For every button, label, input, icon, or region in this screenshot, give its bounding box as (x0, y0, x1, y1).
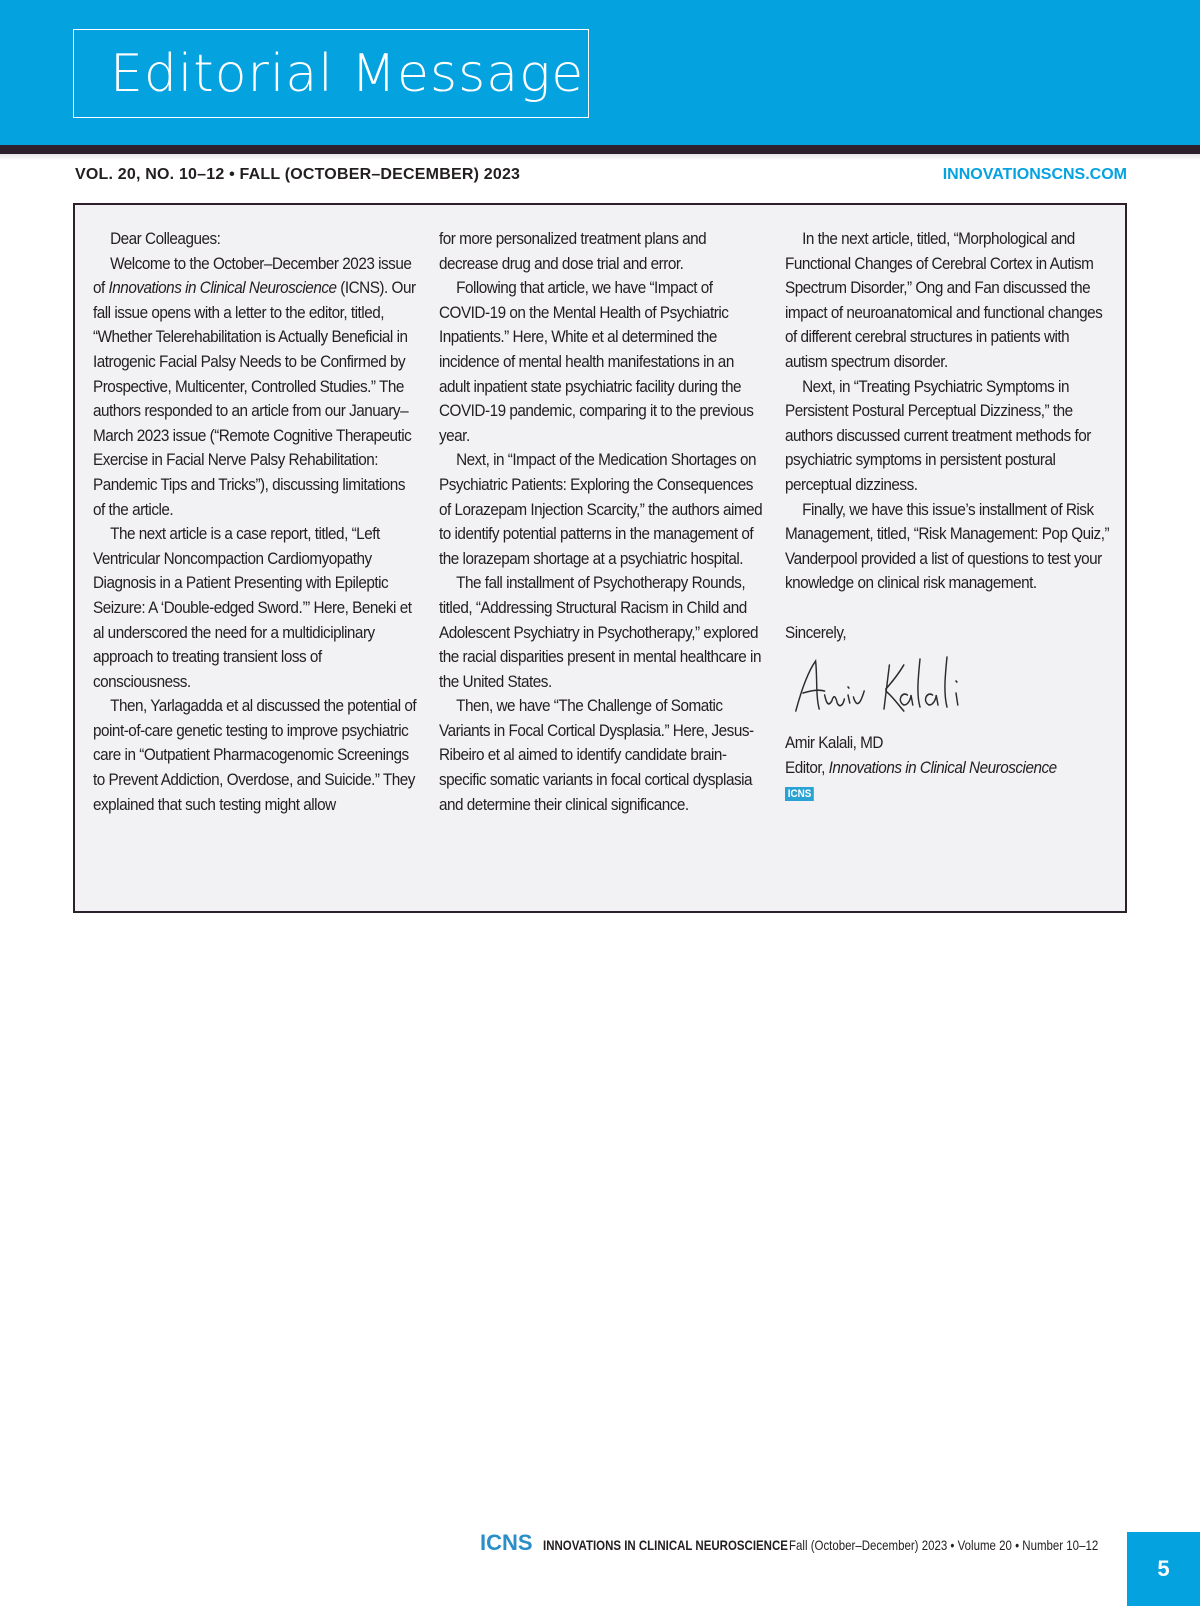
paragraph: Finally, we have this issue’s installment of Risk Management, titled, “Risk Management: Pop Quiz,” Vanderpool provided a list of questions to test your knowledge on clinical risk management. (785, 499, 1110, 593)
letter-column-1 (93, 227, 419, 817)
editorial-letter (73, 203, 1127, 913)
page-title: Editorial Message (73, 29, 589, 118)
letter-column-3 (785, 227, 1111, 805)
website-link[interactable]: INNOVATIONSCNS.COM (942, 166, 1127, 183)
page-number: 5 (1127, 1532, 1200, 1606)
header-divider (0, 145, 1200, 154)
paragraph: Then, we have “The Challenge of Somatic Variants in Focal Cortical Dysplasia.” Here, Jesus-Ribeiro et al aimed to identify candidate brain-specific somatic variants in focal cortical dysplasia and determine their clinical significance. (439, 696, 754, 814)
journal-name: Innovations in Clinical Neuroscience (828, 757, 1057, 777)
paragraph: Next, in “Treating Psychiatric Symptoms in Persistent Postural Perceptual Dizziness,” the authors discussed current treatment methods for psychiatric symptoms in persistent postural perceptual dizziness. (785, 376, 1091, 494)
icns-end-badge: ICNS (785, 787, 814, 801)
paragraph: Then, Yarlagadda et al discussed the potential of point-of-care genetic testing to improve psychiatric care in “Outpatient Pharmacogenomic Screenings to Prevent Addiction, Overdose, and Suicide.” They explained that such testing might allow (93, 696, 417, 814)
journal-name: Innovations in Clinical Neuroscience (108, 278, 337, 298)
closing: Sincerely, (785, 622, 847, 642)
footer-issue-info: Fall (October–December) 2023 • Volume 20 • Number 10–12 (789, 1537, 1099, 1553)
signer-name: Amir Kalali, MD (785, 733, 883, 753)
paragraph: for more personalized treatment plans and decrease drug and dose trial and error. (439, 229, 707, 273)
paragraph: Next, in “Impact of the Medication Shortages on Psychiatric Patients: Exploring the Consequences of Lorazepam Injection Scarcity,” the authors aimed to identify potential patterns in the management of the lorazepam shortage at a psychiatric hospital. (439, 450, 763, 568)
paragraph: The next article is a case report, titled, “Left Ventricular Noncompaction Cardiomyopathy Diagnosis in a Patient Presenting with Epileptic Seizure: A ‘Double-edged Sword.’” Here, Beneki et al underscored the need for a multidiciplinary approach to treating transient loss of consciousness. (93, 524, 412, 691)
letter-column-2 (439, 227, 765, 817)
paragraph: In the next article, titled, “Morphological and Functional Changes of Cerebral Cortex in Autism Spectrum Disorder,” Ong and Fan discussed the impact of neuroanatomical and functional changes of different cerebral structures in patients with autism spectrum disorder. (785, 229, 1103, 371)
signer-title: Editor, Innovations in Clinical Neuroscience (785, 757, 1057, 777)
paragraph: Following that article, we have “Impact of COVID-19 on the Mental Health of Psychiatric Inpatients.” Here, White et al determined the incidence of mental health manifestations in an adult inpatient state psychiatric facility during the COVID-19 pandemic, comparing it to the previous year. (439, 278, 754, 445)
salutation: Dear Colleagues: (110, 229, 221, 248)
paragraph: Welcome to the October–December 2023 issue of Innovations in Clinical Neuroscience (ICNS). Our fall issue opens with a letter to the editor, titled, “Whether Telerehabilitation is Actually Beneficial in Iatrogenic Facial Palsy Needs to be Confirmed by Prospective, Multicenter, Controlled Studies.” The authors responded to an article from our January–March 2023 issue (“Remote Cognitive Therapeutic Exercise in Facial Nerve Palsy Rehabilitation: Pandemic Tips and Tricks”), discussing limitations of the article. (93, 253, 416, 519)
header-banner (0, 0, 1200, 145)
issue-line: VOL. 20, NO. 10–12 • FALL (OCTOBER–DECEMBER) 2023 (75, 166, 521, 183)
signature-block (785, 621, 1111, 805)
footer-logo: ICNS (480, 1530, 533, 1555)
header-divider-shadow (0, 154, 1200, 160)
handwritten-signature (789, 651, 996, 721)
footer-journal-name: INNOVATIONS IN CLINICAL NEUROSCIENCE (543, 1537, 788, 1553)
paragraph: The fall installment of Psychotherapy Rounds, titled, “Addressing Structural Racism in Child and Adolescent Psychiatry in Psychotherapy,” explored the racial disparities present in mental healthcare in the United States. (439, 573, 761, 691)
